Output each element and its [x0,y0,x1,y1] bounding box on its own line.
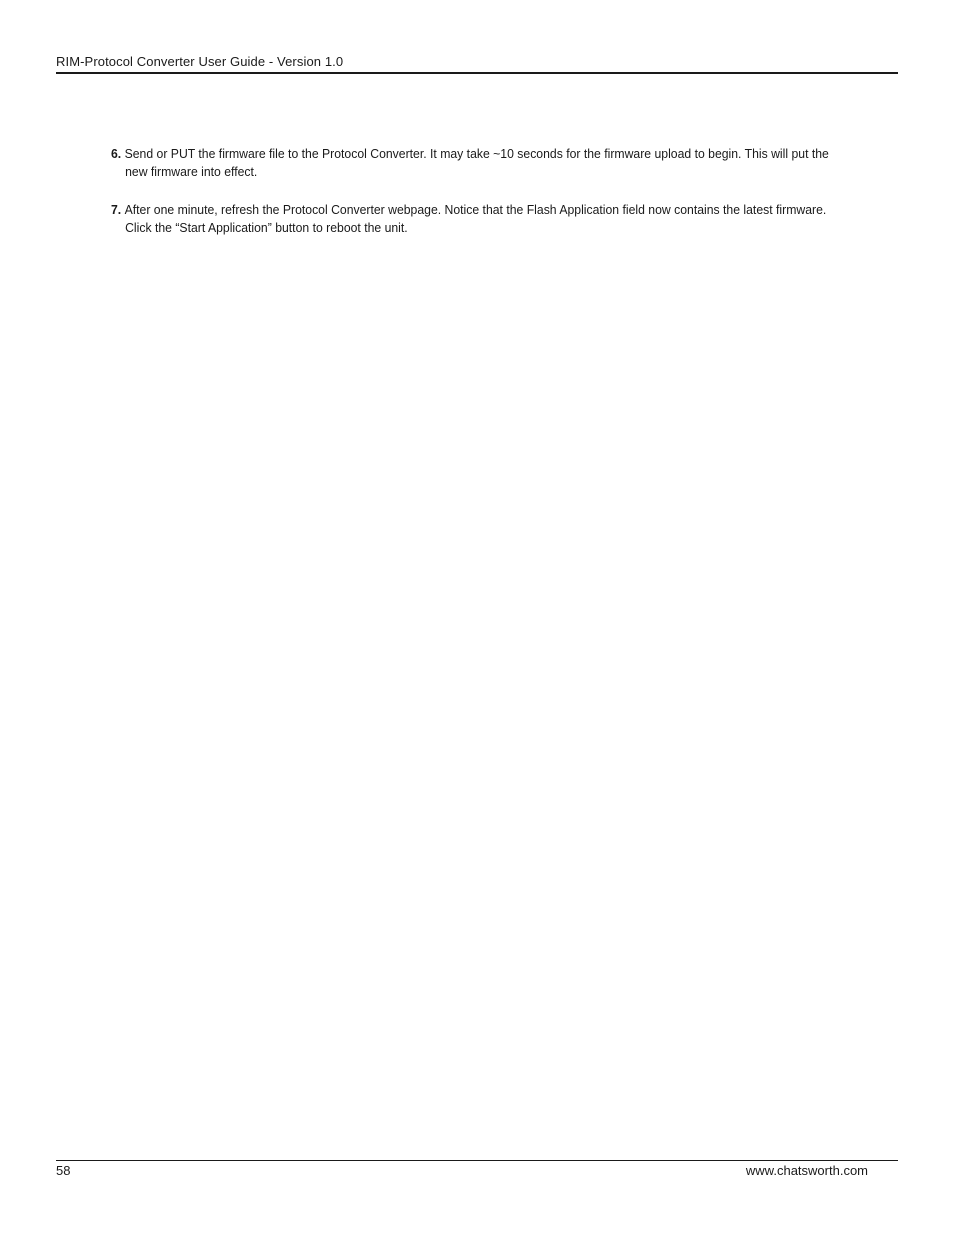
instruction-steps [111,145,831,257]
page-footer [56,1160,898,1182]
page-header [56,50,898,74]
step-number: 7. [111,202,125,217]
step-number: 6. [111,146,125,161]
website-url: www.chatsworth.com [745,1163,868,1178]
step-7 [111,201,840,237]
step-text: Send or PUT the firmware file to the Protocol Converter. It may take ~10 seconds for the firmware upload to begin. This will put the new firmware into effect. [124,146,829,179]
step-text: After one minute, refresh the Protocol Converter webpage. Notice that the Flash Application field now contains the latest firmware. Click the “Start Application” button to reboot the unit. [124,202,827,235]
document-title: RIM-Protocol Converter User Guide - Version 1.0 [56,54,344,69]
page-number: 58 [56,1163,71,1178]
step-6 [111,145,840,181]
